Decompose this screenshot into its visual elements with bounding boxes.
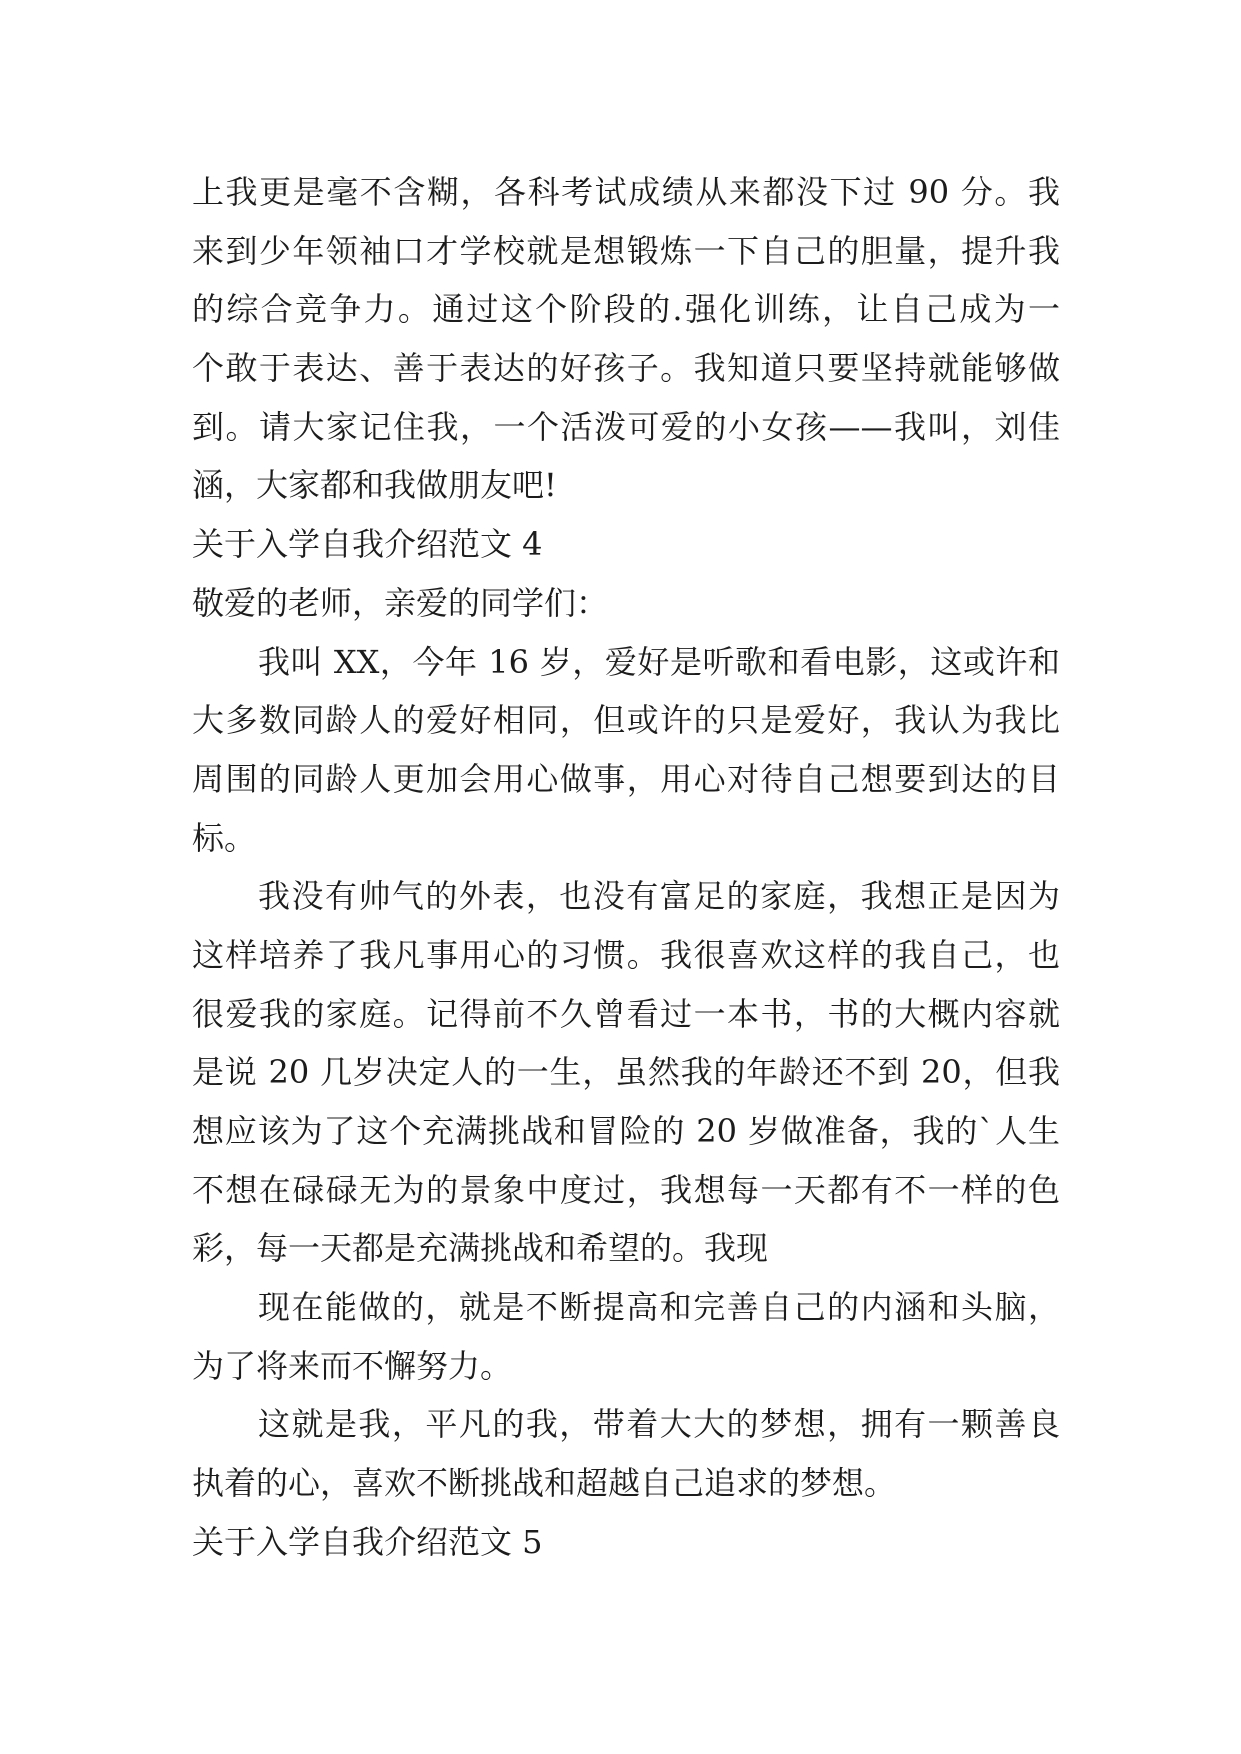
section-heading: 关于入学自我介绍范文 4 <box>192 525 543 564</box>
text-line: 的综合竞争力。通过这个阶段的.强化训练，让自己成为一 <box>192 290 1060 329</box>
paragraph <box>192 1278 1060 1395</box>
previous-section-tail <box>192 163 1060 515</box>
text-line: 周围的同龄人更加会用心做事，用心对待自己想要到达的目 <box>192 759 1060 798</box>
paragraph <box>192 633 1060 868</box>
text-line: 这就是我，平凡的我，带着大大的梦想，拥有一颗善良 <box>258 1405 1060 1444</box>
text-line: 为了将来而不懈努力。 <box>192 1346 513 1385</box>
salutation: 敬爱的老师，亲爱的同学们： <box>192 583 609 622</box>
text-line: 上我更是毫不含糊，各科考试成绩从来都没下过 90 分。我 <box>192 173 1060 211</box>
text-line: 涵，大家都和我做朋友吧! <box>192 466 557 505</box>
text-line: 不想在碌碌无为的景象中度过，我想每一天都有不一样的色 <box>192 1170 1060 1209</box>
text-line: 到。请大家记住我，一个活泼可爱的小女孩——我叫，刘佳 <box>192 407 1060 446</box>
text-line: 我没有帅气的外表，也没有富足的家庭，我想正是因为 <box>258 877 1060 916</box>
text-line: 想应该为了这个充满挑战和冒险的 20 岁做准备，我的`人生 <box>192 1112 1060 1150</box>
text-line: 现在能做的，就是不断提高和完善自己的内涵和头脑， <box>258 1288 1060 1327</box>
text-line: 执着的心，喜欢不断挑战和超越自己追求的梦想。 <box>192 1464 897 1503</box>
document-body <box>192 163 1060 1572</box>
text-line: 这样培养了我凡事用心的习惯。我很喜欢这样的我自己，也 <box>192 935 1060 974</box>
text-line: 很爱我的家庭。记得前不久曾看过一本书，书的大概内容就 <box>192 994 1060 1033</box>
section-heading: 关于入学自我介绍范文 5 <box>192 1522 543 1561</box>
paragraph <box>192 1395 1060 1512</box>
text-line: 彩，每一天都是充满挑战和希望的。我现 <box>192 1229 769 1268</box>
text-line: 来到少年领袖口才学校就是想锻炼一下自己的胆量，提升我 <box>192 231 1060 270</box>
text-line: 个敢于表达、善于表达的好孩子。我知道只要坚持就能够做 <box>192 349 1060 388</box>
paragraph <box>192 867 1060 1278</box>
text-line: 标。 <box>192 818 257 857</box>
text-line: 大多数同龄人的爱好相同，但或许的只是爱好，我认为我比 <box>192 701 1060 740</box>
text-line: 我叫 XX，今年 16 岁，爱好是听歌和看电影，这或许和 <box>258 642 1060 681</box>
text-line: 是说 20 几岁决定人的一生，虽然我的年龄还不到 20，但我 <box>192 1053 1060 1092</box>
